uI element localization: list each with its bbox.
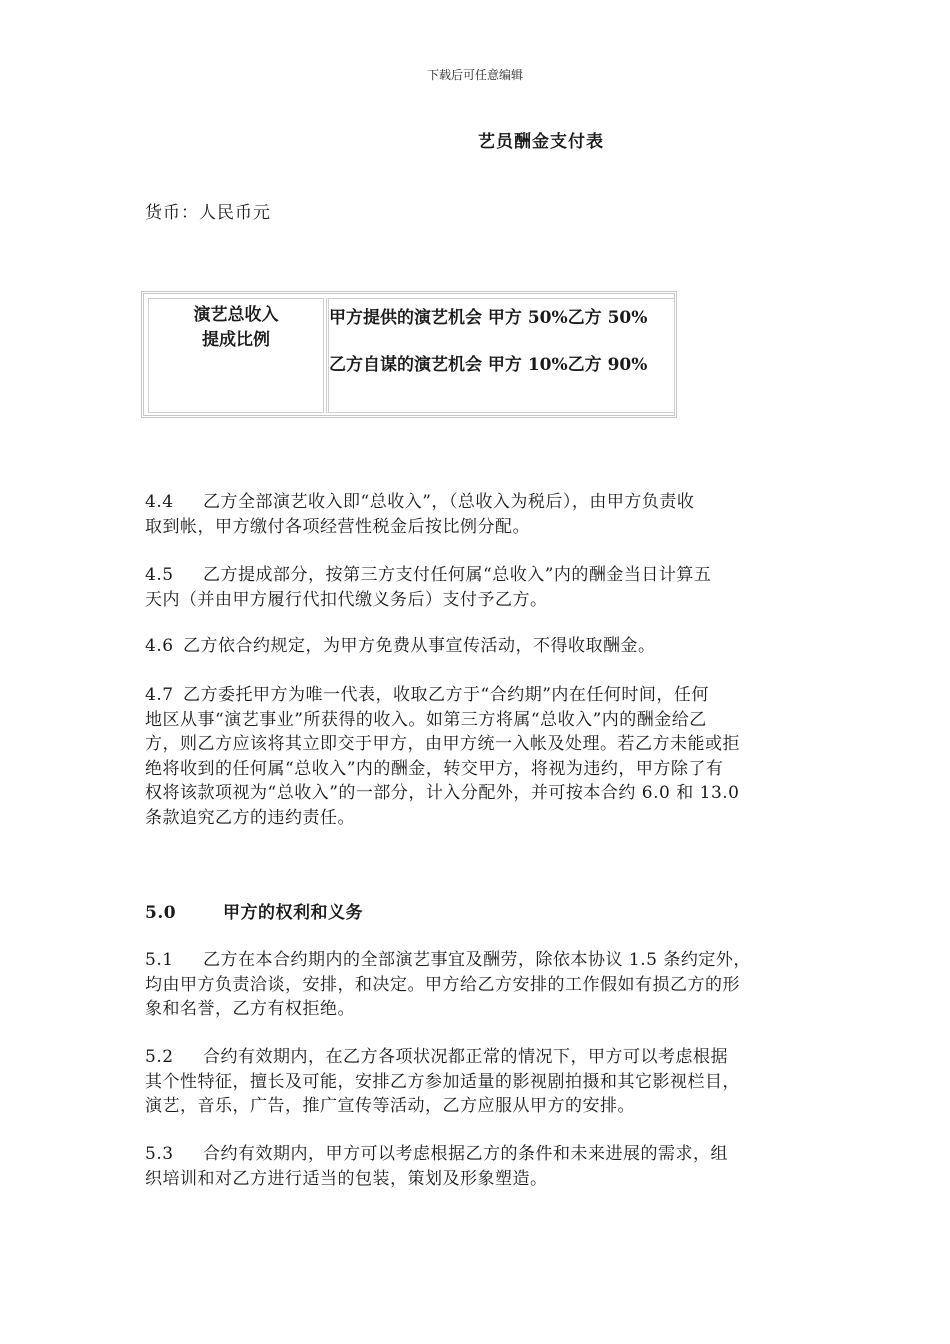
clause-line: 乙方全部演艺收入即“总收入”，（总收入为税后），由甲方负责收 bbox=[203, 492, 695, 512]
clause-line: 合约有效期内，在乙方各项状况都正常的情况下，甲方可以考虑根据 bbox=[203, 1047, 728, 1067]
clause-line: 织培训和对乙方进行适当的包装，策划及形象塑造。 bbox=[145, 1168, 548, 1189]
section-title: 甲方的权利和义务 bbox=[223, 903, 363, 923]
clause-line: 天内（并由甲方履行代扣代缴义务后）支付予乙方。 bbox=[145, 589, 548, 610]
clause-line: 取到帐，甲方缴付各项经营性税金后按比例分配。 bbox=[145, 516, 530, 537]
clause-4-4 bbox=[145, 490, 805, 539]
table-label-cell bbox=[148, 298, 324, 413]
commission-table bbox=[141, 291, 677, 418]
currency-line: 货币：人民币元 bbox=[145, 203, 271, 223]
clause-number: 4.4 bbox=[145, 492, 174, 512]
clause-line: 象和名誉，乙方有权拒绝。 bbox=[145, 999, 355, 1019]
clause-number: 4.6 bbox=[145, 636, 174, 656]
clause-line: 绝将收到的任何属“总收入”内的酬金，转交甲方，将视为违约，甲方除了有 bbox=[145, 758, 724, 779]
document-title: 艺员酬金支付表 bbox=[478, 132, 604, 152]
section-number: 5.0 bbox=[145, 903, 177, 923]
table-row-provided: 甲方提供的演艺机会 甲方 50%乙方 50% bbox=[329, 308, 648, 328]
clause-4-6 bbox=[145, 634, 805, 659]
clause-line: 地区从事“演艺事业”所获得的收入。如第三方将属“总收入”内的酬金给乙 bbox=[145, 709, 707, 730]
clause-line: 方，则乙方应该将其立即交于甲方，由甲方统一入帐及处理。若乙方未能或拒 bbox=[145, 734, 740, 754]
clause-line: 乙方委托甲方为唯一代表，收取乙方于“合约期”内在任何时间，任何 bbox=[183, 685, 709, 705]
table-label-line2: 提成比例 bbox=[202, 330, 270, 350]
clause-5-1 bbox=[145, 948, 805, 1022]
clause-number: 4.5 bbox=[145, 565, 174, 585]
clause-line: 乙方依合约规定，为甲方免费从事宣传活动，不得收取酬金。 bbox=[183, 636, 656, 656]
clause-line: 其个性特征，擅长及可能，安排乙方参加适量的影视剧拍摄和其它影视栏目， bbox=[145, 1071, 740, 1092]
clause-line: 合约有效期内，甲方可以考虑根据乙方的条件和未来进展的需求，组 bbox=[203, 1144, 728, 1164]
clause-number: 4.7 bbox=[145, 685, 174, 705]
clause-line: 乙方提成部分，按第三方支付任何属“总收入”内的酬金当日计算五 bbox=[203, 565, 712, 585]
clause-number: 5.3 bbox=[145, 1144, 174, 1164]
section-heading bbox=[145, 901, 805, 926]
clause-line: 权将该款项视为“总收入”的一部分，计入分配外，并可按本合约 6.0 和 13.0 bbox=[145, 783, 740, 803]
clause-5-2 bbox=[145, 1045, 805, 1119]
clause-4-7 bbox=[145, 683, 805, 830]
table-row-self: 乙方自谋的演艺机会 甲方 10%乙方 90% bbox=[329, 355, 648, 375]
clause-line: 乙方在本合约期内的全部演艺事宜及酬劳，除依本协议 1.5 条约定外， bbox=[203, 950, 751, 970]
table-label-line1: 演艺总收入 bbox=[193, 305, 279, 325]
clause-line: 演艺，音乐，广告，推广宣传等活动，乙方应服从甲方的安排。 bbox=[145, 1096, 635, 1116]
clause-number: 5.2 bbox=[145, 1047, 174, 1067]
table-value-cell bbox=[326, 298, 675, 413]
clause-5-3 bbox=[145, 1142, 805, 1191]
clause-line: 条款追究乙方的违约责任。 bbox=[145, 807, 355, 828]
clause-line: 均由甲方负责洽谈，安排，和决定。甲方给乙方安排的工作假如有损乙方的形 bbox=[145, 974, 740, 995]
clause-4-5 bbox=[145, 563, 805, 612]
header-note: 下载后可任意编辑 bbox=[426, 68, 523, 82]
clause-number: 5.1 bbox=[145, 950, 174, 970]
